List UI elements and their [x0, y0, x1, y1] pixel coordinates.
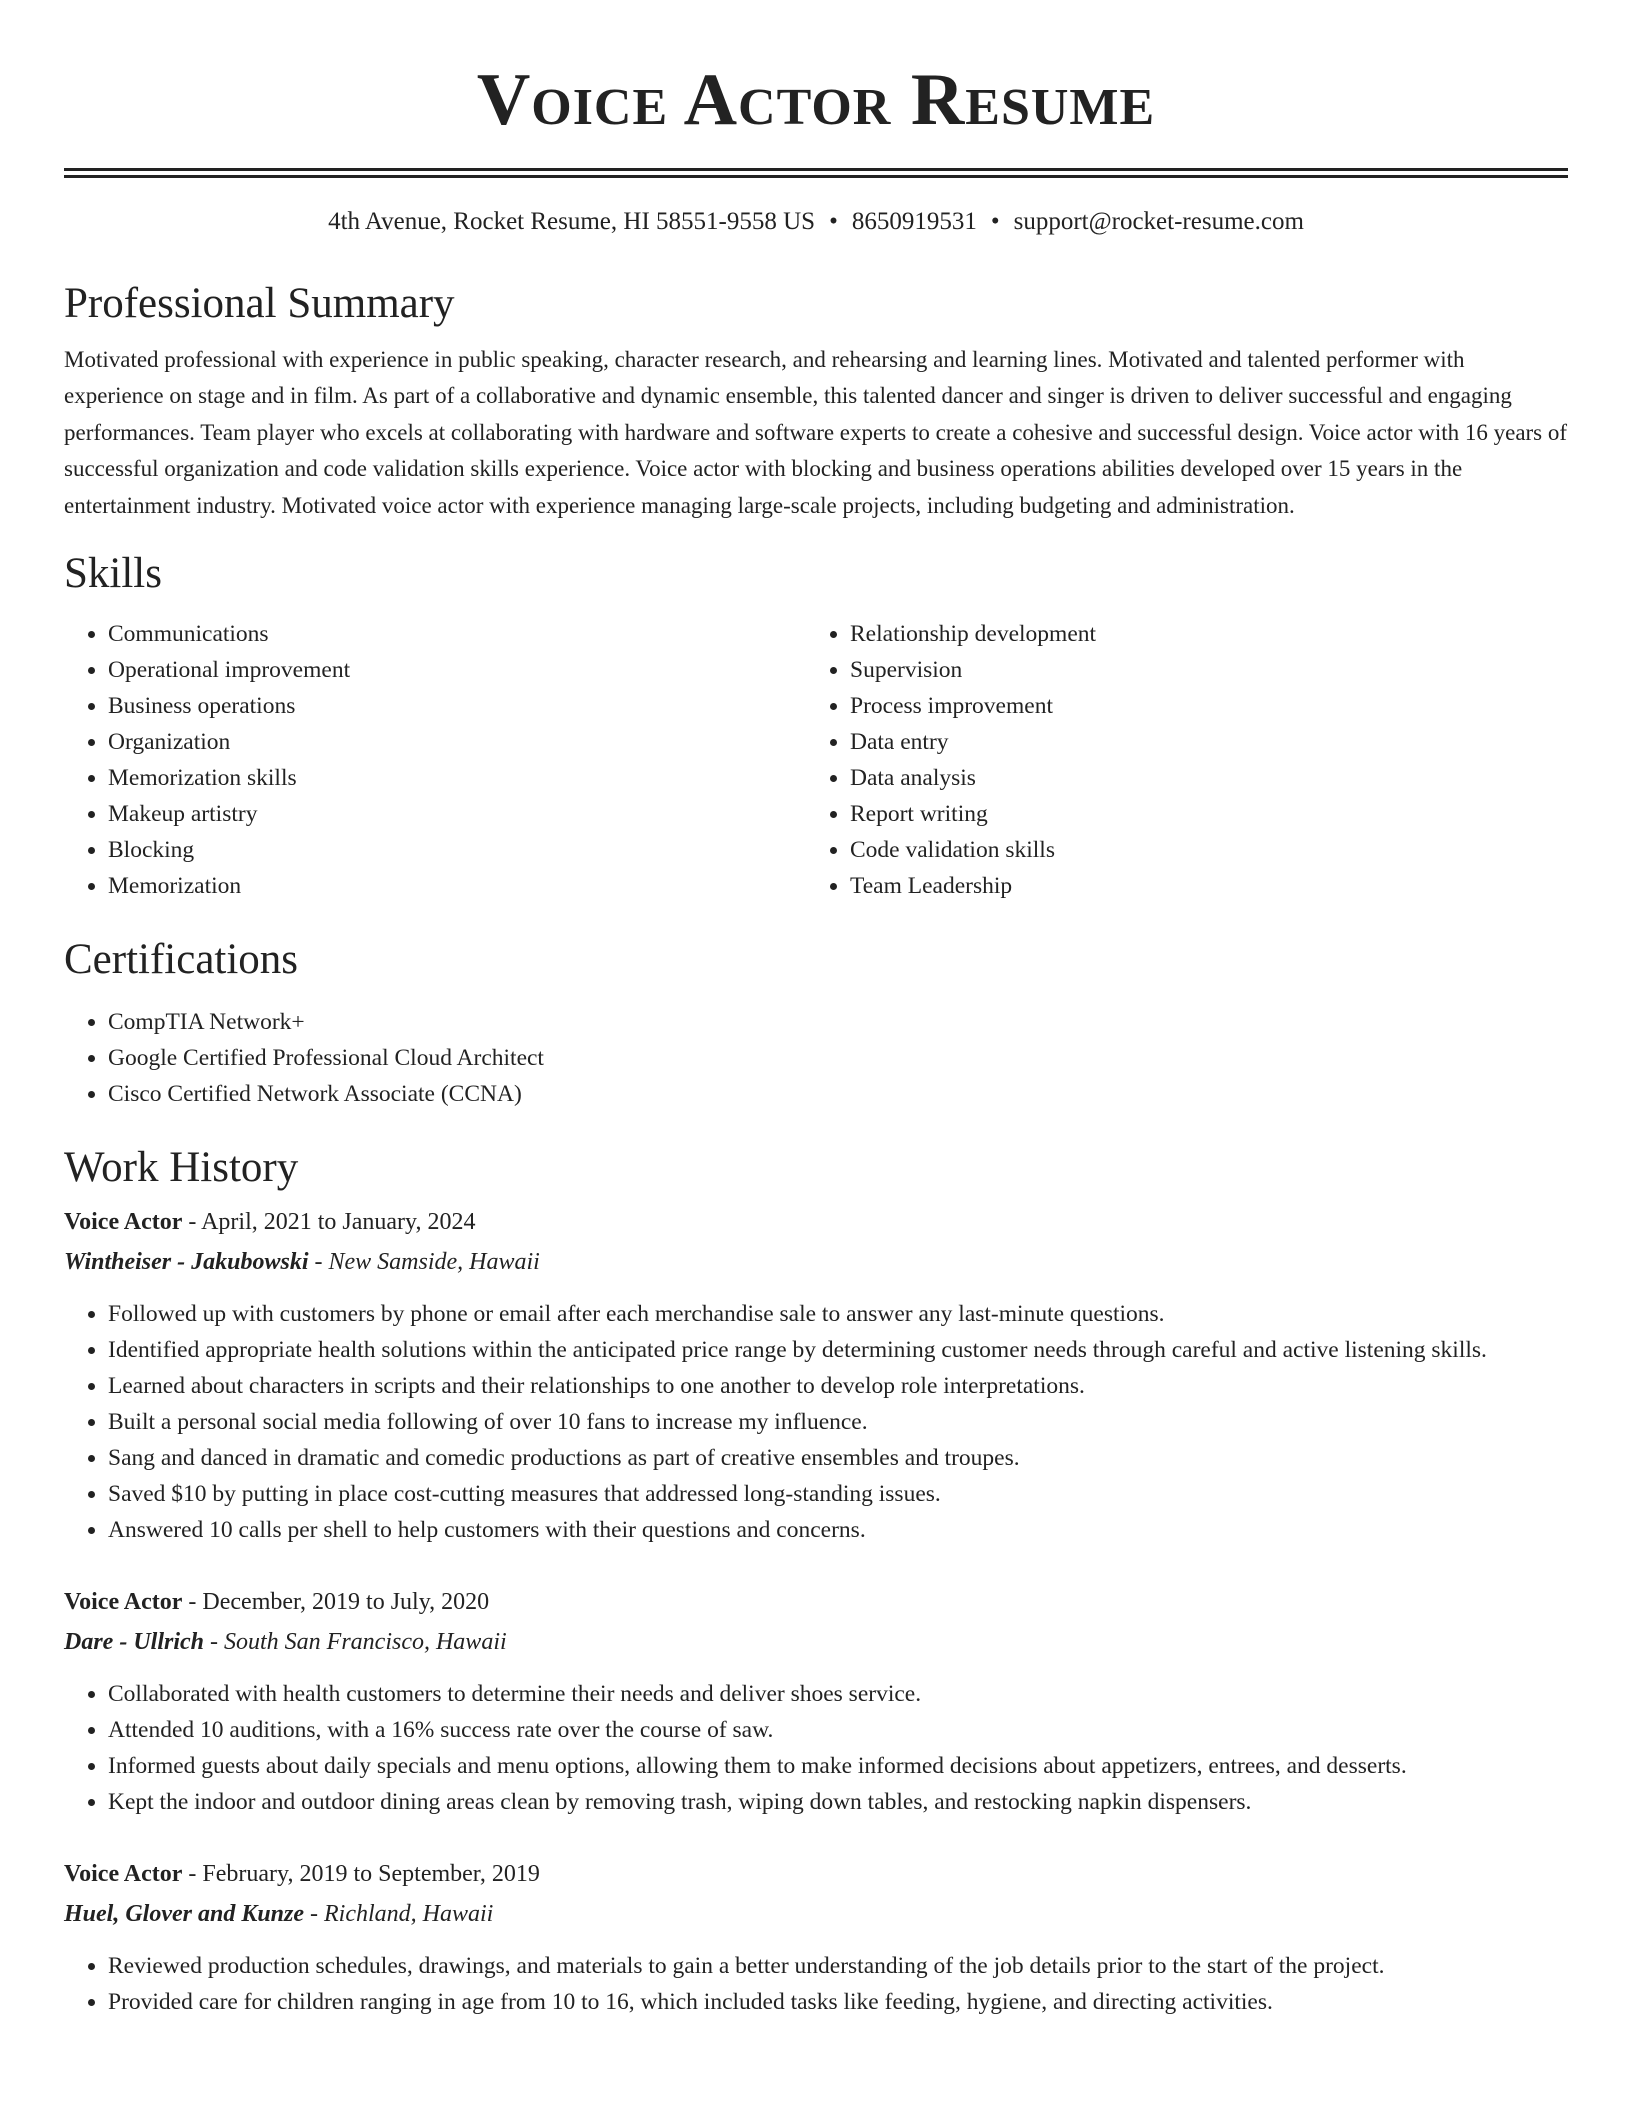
job-bullets — [64, 1296, 1568, 1548]
job-bullet: • Provided care for children ranging in age from 10 to 16, which included tasks like feeding, hygiene, and directing activities. — [108, 1984, 1568, 2020]
skill-item: • Team Leadership — [850, 868, 1548, 904]
job-location: - South San Francisco, Hawaii — [204, 1629, 507, 1656]
work-history-heading: Work History — [64, 1144, 299, 1192]
job-bullet: • Learned about characters in scripts and their relationships to one another to develop role interpretations. — [108, 1368, 1568, 1404]
skills-list-right — [806, 616, 1548, 904]
job-company: Wintheiser - Jakubowski — [64, 1249, 309, 1276]
job-dates: - December, 2019 to July, 2020 — [182, 1589, 490, 1616]
skill-item: • Operational improvement — [108, 652, 806, 688]
job-company: Huel, Glover and Kunze — [64, 1901, 305, 1928]
job-entry — [64, 1588, 1568, 1820]
job-bullet: • Followed up with customers by phone or email after each merchandise sale to answer any last-minute questions. — [108, 1296, 1568, 1332]
skills-list-left — [64, 616, 806, 904]
resume-title: Voice Actor Resume — [476, 59, 1156, 141]
job-bullet: • Answered 10 calls per shell to help customers with their questions and concerns. — [108, 1512, 1568, 1548]
contact-separator: • — [990, 208, 1000, 235]
contact-email: support@rocket-resume.com — [1013, 208, 1304, 235]
certification-item: • CompTIA Network+ — [108, 1004, 1568, 1040]
resume-page — [64, 0, 1568, 2020]
skill-item: • Blocking — [108, 832, 806, 868]
job-role: Voice Actor — [64, 1589, 183, 1616]
summary-text: Motivated professional with experience in public speaking, character research, and rehearsing and learning lines. Motivated and talented performer with experience on stage and in film. As part of a collaborative and dynamic ensemble, this talented dancer and singer is driven to deliver successful and engaging performances. Team player who excels at collaborating with hardware and software experts to create a cohesive and successful design. Voice actor with 16 years of successful organization and code validation skills experience. Voice actor with blocking and business operations abilities developed over 15 years in the entertainment industry. Motivated voice actor with experience managing large-scale projects, including budgeting and administration. — [64, 347, 1568, 518]
job-location: - Richland, Hawaii — [304, 1901, 494, 1928]
contact-line — [64, 206, 1568, 238]
skills-columns — [64, 616, 1568, 904]
job-bullets — [64, 1948, 1568, 2020]
skill-item: • Relationship development — [850, 616, 1548, 652]
job-bullet: • Saved $10 by putting in place cost-cutting measures that addressed long-standing issues. — [108, 1476, 1568, 1512]
job-entry — [64, 1860, 1568, 2020]
job-company-line — [64, 1248, 1568, 1276]
skill-item: • Supervision — [850, 652, 1548, 688]
job-dates: - April, 2021 to January, 2024 — [182, 1209, 476, 1236]
skill-item: • Memorization skills — [108, 760, 806, 796]
skill-item: • Data entry — [850, 724, 1548, 760]
certifications-heading: Certifications — [64, 936, 299, 984]
job-dates: - February, 2019 to September, 2019 — [182, 1861, 540, 1888]
skill-item: • Organization — [108, 724, 806, 760]
job-bullet: • Informed guests about daily specials and menu options, allowing them to make informed decisions about appetizers, entrees, and desserts. — [108, 1748, 1568, 1784]
job-bullets — [64, 1676, 1568, 1820]
skill-item: • Report writing — [850, 796, 1548, 832]
job-bullet: • Built a personal social media following of over 10 fans to increase my influence. — [108, 1404, 1568, 1440]
contact-phone: 8650919531 — [851, 208, 977, 235]
job-bullet: • Sang and danced in dramatic and comedic productions as part of creative ensembles and troupes. — [108, 1440, 1568, 1476]
job-bullet: • Kept the indoor and outdoor dining areas clean by removing trash, wiping down tables, and restocking napkin dispensers. — [108, 1784, 1568, 1820]
contact-address: 4th Avenue, Rocket Resume, HI 58551-9558 US — [328, 208, 816, 235]
certifications-list — [64, 1004, 1568, 1112]
title-double-rule — [64, 168, 1568, 178]
job-bullet: • Attended 10 auditions, with a 16% success rate over the course of saw. — [108, 1712, 1568, 1748]
job-title-line — [64, 1860, 1568, 1888]
job-bullet: • Collaborated with health customers to determine their needs and deliver shoes service. — [108, 1676, 1568, 1712]
job-title-line — [64, 1588, 1568, 1616]
certification-item: • Google Certified Professional Cloud Architect — [108, 1040, 1568, 1076]
skill-item: • Code validation skills — [850, 832, 1548, 868]
certification-item: • Cisco Certified Network Associate (CCNA) — [108, 1076, 1568, 1112]
skill-item: • Data analysis — [850, 760, 1548, 796]
summary-heading: Professional Summary — [64, 280, 455, 327]
job-bullet: • Reviewed production schedules, drawings, and materials to gain a better understanding of the job details prior to the start of the project. — [108, 1948, 1568, 1984]
skill-item: • Makeup artistry — [108, 796, 806, 832]
job-title-line — [64, 1208, 1568, 1236]
job-role: Voice Actor — [64, 1861, 183, 1888]
job-company-line — [64, 1628, 1568, 1656]
skill-item: • Process improvement — [850, 688, 1548, 724]
job-entry — [64, 1208, 1568, 1548]
job-company: Dare - Ullrich — [64, 1629, 204, 1656]
skill-item: • Business operations — [108, 688, 806, 724]
job-company-line — [64, 1900, 1568, 1928]
skill-item: • Memorization — [108, 868, 806, 904]
contact-separator: • — [829, 208, 838, 235]
job-location: - New Samside, Hawaii — [308, 1249, 540, 1276]
skill-item: • Communications — [108, 616, 806, 652]
skills-heading: Skills — [64, 550, 162, 598]
job-role: Voice Actor — [64, 1209, 183, 1236]
job-bullet: • Identified appropriate health solutions within the anticipated price range by determining customer needs through careful and active listening skills. — [108, 1332, 1568, 1368]
